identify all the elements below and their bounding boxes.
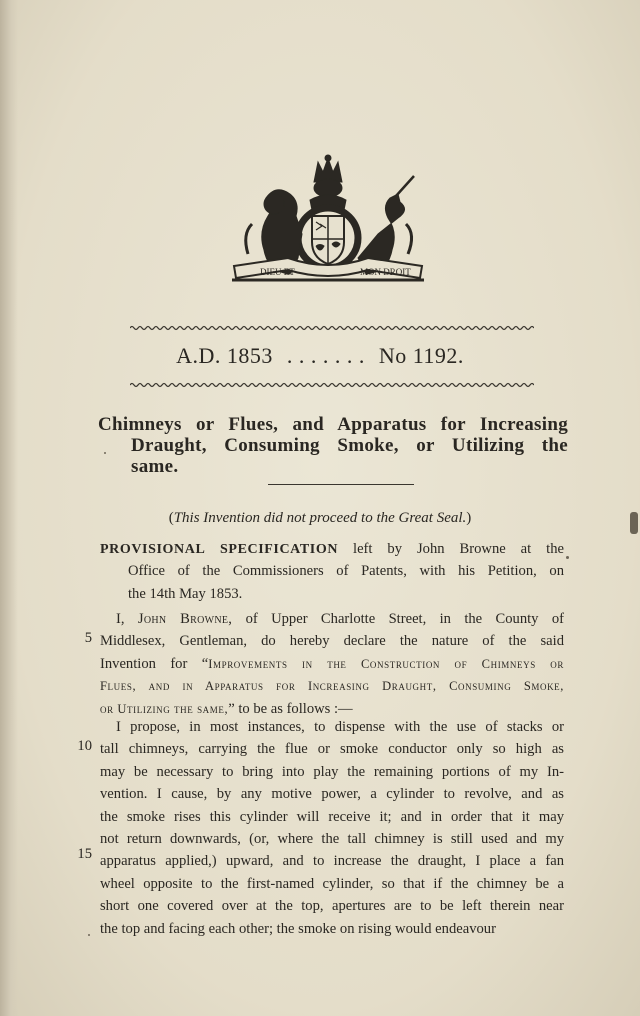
ornamental-rule-bottom — [130, 382, 534, 388]
para2-line: tall chimneys, carrying the flue or smoke conductor only so high as — [100, 741, 564, 758]
para2-line: the top and facing each other; the smoke on rising would endeavour — [100, 920, 496, 937]
title-line-1: Chimneys or Flues, and Apparatus for Increasing — [98, 414, 568, 435]
para1-l3-pre: Invention for “ — [100, 655, 209, 672]
para1-line-3 — [100, 653, 564, 675]
header-dots: . . . . . . . — [286, 343, 365, 368]
line-number-15: 15 — [77, 846, 92, 862]
para2-line: wheel opposite to the first-named cylinder, so that if the chimney be a — [100, 875, 564, 892]
patent-year: A.D. 1853 — [176, 343, 273, 368]
declaration-paragraph — [100, 608, 564, 720]
motto-right: MON DROIT — [360, 267, 411, 277]
seal-note — [0, 510, 640, 527]
royal-coat-of-arms — [228, 154, 428, 288]
para2-line: vention. I cause, by any motive power, a cylinder to revolve, and as — [100, 786, 564, 803]
title-divider — [268, 484, 414, 485]
ornamental-rule-top — [130, 325, 534, 331]
proposal-paragraph — [100, 716, 564, 940]
spec-heading: PROVISIONAL SPECIFICATION — [100, 542, 339, 557]
patent-number: No 1192. — [378, 343, 464, 368]
spec-line-2: Office of the Commissioners of Patents, with his Petition, on — [128, 563, 564, 580]
patent-header — [0, 343, 640, 369]
line-number-5: 5 — [84, 630, 92, 646]
inventor-name: John Browne, — [137, 611, 233, 627]
seal-note-close: ) — [466, 510, 472, 526]
spec-line-1-rest: left by John Browne at the — [353, 541, 564, 557]
para1-line-4 — [100, 675, 564, 697]
para1-l1-post: of Upper Charlotte Street, in the County of — [245, 611, 564, 627]
para2-line: may be necessary to bring into play the remaining portions of my In- — [100, 763, 564, 780]
para1-l3-caps: Improvements in the Construction of Chimneys or — [208, 656, 564, 671]
seal-note-text: This Invention did not proceed to the Great Seal. — [173, 510, 467, 526]
para2-line: apparatus applied,) upward, and to increase the draught, I place a fan — [100, 853, 564, 870]
para1-l4-caps: Flues, and in Apparatus for Increasing Draught, Consuming Smoke, — [100, 679, 564, 694]
para1-l1-pre: I, — [116, 611, 125, 627]
title-line-2: Draught, Consuming Smoke, or Utilizing the — [131, 435, 568, 456]
page-gutter — [0, 0, 18, 1016]
patent-title — [98, 414, 568, 477]
seal-note-open: ( — [168, 510, 174, 526]
motto-left: DIEU ET — [260, 267, 295, 277]
para2-line: the smoke rises this cylinder will receive it; and in order that it may — [100, 808, 564, 825]
para1-line-1 — [100, 608, 564, 630]
para1-line-2: Middlesex, Gentleman, do hereby declare the nature of the said — [100, 633, 564, 650]
specification-intro — [100, 538, 564, 605]
para2-line: not return downwards, (or, where the tall chimney is still used and my — [100, 830, 564, 847]
title-line-3: same. — [131, 456, 179, 477]
para1-l5-caps: or Utilizing the same, — [100, 701, 229, 716]
spec-line-3: the 14th May 1853. — [128, 585, 243, 602]
spec-line-1 — [100, 538, 564, 560]
para2-line: I propose, in most instances, to dispense with the use of stacks or — [116, 719, 564, 735]
line-number-10: 10 — [77, 738, 92, 754]
para1-l5-post: ” to be as follows :— — [228, 700, 353, 717]
para2-line: short one covered over at the top, apertures are to be left therein near — [100, 898, 564, 915]
